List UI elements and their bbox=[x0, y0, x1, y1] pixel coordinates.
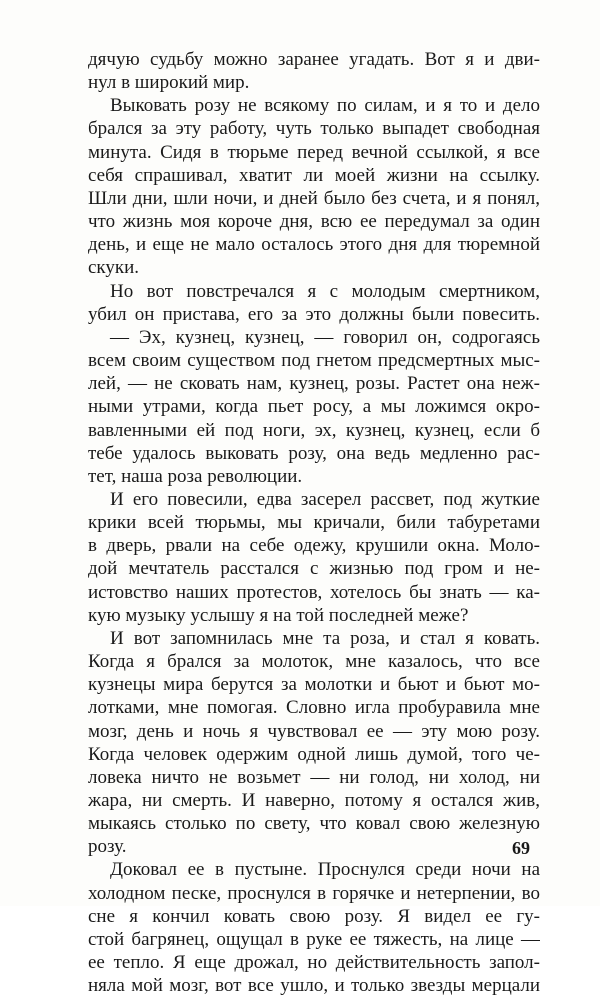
text-line: кую музыку услышу я на той последней меже? bbox=[88, 604, 469, 626]
text-line: мозг, день и ночь я чувствовал ее — эту мою розу. bbox=[88, 720, 540, 742]
text-line: лотками, мне помогая. Словно игла пробуравила мне bbox=[88, 697, 540, 719]
text-line: скуки. bbox=[88, 257, 140, 279]
text-line: И его повесили, едва засерел рассвет, под жуткие bbox=[110, 488, 540, 510]
text-line: жара, ни смерть. И наверно, потому я остался жив, bbox=[88, 790, 540, 811]
text-line: минута. Сидя в тюрьме перед вечной ссылкой, я все bbox=[88, 141, 540, 163]
text-line: кузнецы мира берутся за молотки и бьют и бьют мо- bbox=[88, 674, 540, 696]
text-line: стой багрянец, ощущал в руке ее тяжесть, на лице — bbox=[88, 928, 540, 950]
text-line: себя спрашивал, хватит ли моей жизни на ссылку. bbox=[88, 164, 540, 186]
text-line: тет, наша роза революции. bbox=[88, 465, 303, 487]
text-line: нул в широкий мир. bbox=[88, 72, 250, 94]
text-line: холодном песке, проснулся в горячке и нетерпении, во bbox=[88, 882, 540, 904]
text-line: всем своим существом под гнетом предсмертных мыс- bbox=[88, 350, 540, 372]
text-line: день, и еще не мало осталось этого дня для тюремной bbox=[88, 234, 540, 256]
text-line: ее тепло. Я еще дрожал, но действительность запол- bbox=[88, 952, 540, 974]
text-line: дячую судьбу можно заранее угадать. Вот я и дви- bbox=[88, 49, 540, 70]
text-line: брался за эту работу, чуть только выпадет свободная bbox=[88, 118, 540, 140]
text-line: Но вот повстречался я с молодым смертником, bbox=[110, 280, 540, 302]
text-line: крики всей тюрьмы, мы кричали, били табуретами bbox=[88, 512, 540, 534]
text-line: сне я кончил ковать свою розу. Я видел ее гу- bbox=[88, 905, 540, 927]
page-number: 69 bbox=[512, 838, 530, 858]
page-text bbox=[88, 48, 540, 997]
text-line: ловека ничто не возьмет — ни голод, ни холод, ни bbox=[88, 766, 540, 788]
text-line: тебе удалось выковать розу, она ведь медленно рас- bbox=[88, 442, 540, 464]
text-line: Доковал ее в пустыне. Проснулся среди ночи на bbox=[110, 859, 540, 881]
text-line: Когда человек одержим одной лишь думой, того че- bbox=[88, 743, 540, 765]
text-line: И вот запомнилась мне та роза, и стал я ковать. bbox=[110, 627, 540, 649]
text-line: — Эх, кузнец, кузнец, — говорил он, содрогаясь bbox=[110, 326, 540, 348]
text-line: Выковать розу не всякому по силам, и я то и дело bbox=[110, 95, 540, 117]
text-line: вавленными ей под ноги, эх, кузнец, кузнец, если б bbox=[88, 419, 540, 441]
text-line: розу. bbox=[88, 836, 127, 858]
text-line: истовство наших протестов, хотелось бы знать — ка- bbox=[88, 581, 540, 603]
text-line: Когда я брался за молоток, мне казалось, что все bbox=[88, 651, 540, 673]
text-line: в дверь, рвали на себе одежу, крушили окна. Моло- bbox=[88, 535, 540, 557]
text-line: лей, — не сковать нам, кузнец, розы. Растет она неж- bbox=[88, 373, 540, 395]
text-line: няла мой мозг, вот все ушло, и только звезды мерцали bbox=[88, 975, 540, 997]
text-line: ными утрами, когда пьет росу, а мы ложимся окро- bbox=[88, 396, 540, 418]
text-line: что жизнь моя короче дня, всю ее передумал за один bbox=[88, 211, 540, 233]
text-line: дой мечтатель расстался с жизнью под гром и не- bbox=[88, 558, 540, 580]
text-line: убил он пристава, его за это должны были повесить. bbox=[88, 303, 540, 325]
text-line: Шли дни, шли ночи, и дней было без счета, и я понял, bbox=[88, 187, 540, 209]
text-line: мыкаясь столько по свету, что ковал свою железную bbox=[88, 813, 540, 835]
